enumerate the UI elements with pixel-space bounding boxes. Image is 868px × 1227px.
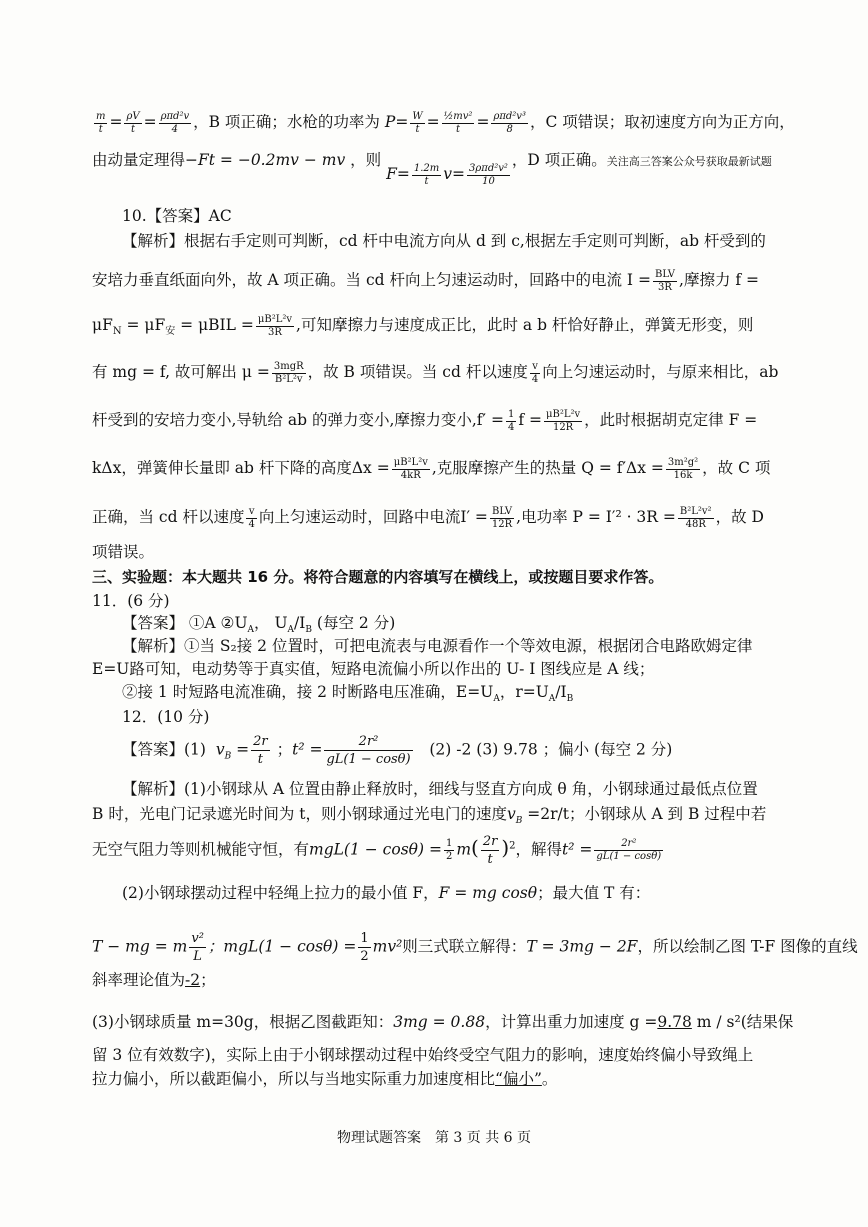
text: 斜率理论值为	[92, 971, 186, 989]
text: 正确，当 cd 杆以速度	[92, 508, 245, 526]
q10-line-5	[92, 408, 757, 434]
text: ，故 B 项错误。当 cd 杆以速度	[307, 363, 528, 381]
num: 2r	[253, 734, 268, 749]
text: 向上匀速运动时，回路中电流I′ =	[258, 508, 488, 526]
q12-answer: 【答案】(1) $v_B$ = $\frac{2r}{t}$ ；t² = $\frac{\text{2r²}}{gL(1 - \cos\theta)}$ (2) -2 (3) 9.78 ；偏小 (每空 2 分)	[122, 734, 673, 767]
equation: T − mg = m	[92, 937, 188, 956]
num: ρπd²v³	[493, 110, 526, 122]
frac	[594, 838, 663, 863]
q12-heading: 12．(10 分)	[122, 708, 210, 726]
watermark-note: 关注高三答案公众号获取最新试题	[606, 155, 772, 168]
frac	[159, 111, 192, 136]
den: 4	[531, 373, 539, 385]
text: 由动量定理得	[92, 151, 186, 169]
den: 4kR	[400, 469, 421, 481]
num: BLV	[490, 506, 514, 519]
frac	[506, 409, 516, 434]
num: 1	[360, 931, 369, 946]
equation: F = mg cosθ	[438, 884, 538, 902]
text: 无空气阻力等则机械能守恒，有	[92, 840, 310, 859]
q12-line-4	[122, 881, 650, 903]
unit: m / s²	[691, 1013, 741, 1031]
num: ρV	[126, 110, 140, 122]
den: 4	[507, 421, 515, 433]
text: = μF	[121, 316, 166, 334]
den: 8	[506, 123, 513, 135]
frac	[358, 930, 370, 965]
text: ，r=U	[499, 683, 549, 701]
text: ,克服摩擦产生的热量 Q = f′Δx =	[431, 459, 664, 477]
num: μB²L²v	[393, 456, 428, 468]
text: ②接 1 时短路电流准确，接 2 时断路电压准确，E=U	[122, 683, 494, 701]
answer-value: -2	[185, 971, 201, 989]
text: =	[231, 740, 250, 759]
den: t	[131, 123, 136, 135]
symbol: v	[215, 740, 225, 759]
text: ，故 C 项	[702, 459, 771, 477]
symbol: t² =	[292, 740, 323, 759]
den: L	[193, 949, 202, 964]
line-2: 由动量定理得−Ft = −0.2mv − mv ，则 F= $\frac{1.2m}{t}$ v= $\frac{\text{3ρπd²v²}}{10}$ ，D 项正确。关注高三答案公众号获取最新试题	[92, 151, 772, 187]
text: /I	[294, 614, 306, 632]
num: 2r²	[594, 838, 663, 851]
den: 3R	[658, 281, 672, 293]
num: BLV	[654, 268, 676, 280]
text: ；	[200, 971, 216, 989]
frac	[442, 111, 475, 136]
num: 3ρπd²v²	[469, 162, 508, 174]
q12-line-5	[92, 930, 858, 965]
text: (每空 2 分)	[312, 614, 396, 632]
q10-line-6	[92, 456, 770, 482]
text: ，此时根据胡克定律 F =	[584, 411, 758, 429]
den: 12R	[552, 421, 574, 433]
text: ,摩擦力 f =	[679, 271, 760, 289]
num: v²	[191, 931, 204, 946]
text: 向上匀速运动时，与原来相比，ab	[542, 363, 779, 381]
frac	[256, 314, 294, 339]
text: ，D 项正确。	[511, 151, 607, 169]
num: 3m²g²	[667, 456, 699, 468]
text: (2)小钢球摆动过程中轻绳上拉力的最小值 F，	[122, 884, 439, 902]
q12-line-7	[92, 1010, 793, 1032]
text: 则三式联立解得：	[402, 937, 527, 956]
symbol: P	[384, 113, 396, 131]
answer-value: 9.78	[657, 1013, 692, 1031]
text: =2r/t；小钢球从 A 到 B 过程中若	[522, 805, 767, 823]
den: 4	[248, 518, 255, 530]
num: μB²L²v	[546, 408, 581, 420]
q10-line-3: $\mu F_N = \mu F_安 = \mu BIL$ = $\frac{\text{μB²L²v}}{3R}$ ,可知摩擦力与速度成正比，此时 a b 杆恰好静止，弹簧无形变，则	[92, 313, 754, 338]
text: μF	[92, 316, 113, 334]
frac	[272, 361, 306, 386]
text: 拉力偏小，所以截距偏小，所以与当地实际重力加速度相比	[92, 1070, 496, 1088]
num: 2r²	[324, 733, 412, 751]
num: v	[530, 361, 540, 374]
num: ρπd²v	[160, 110, 190, 122]
section-heading: 三、实验题：本大题共 16 分。将符合题意的内容填写在横线上，或按题目要求作答。	[92, 568, 664, 586]
q10-answer: 10.【答案】AC	[122, 207, 232, 225]
q12-line-6	[92, 968, 216, 990]
text: ,可知摩擦力与速度成正比，此时 a b 杆恰好静止，弹簧无形变，则	[296, 316, 754, 334]
text: ，C 项错误；取初速度方向为正方向，	[529, 113, 795, 131]
text: ，所以绘制乙图 T-F 图像的直线	[637, 937, 858, 956]
frac	[94, 111, 107, 136]
den: gL(1 − cosθ)	[326, 752, 411, 767]
num: m	[96, 110, 106, 122]
symbol: v	[506, 805, 516, 823]
den: t	[257, 752, 263, 767]
frac	[491, 111, 528, 136]
text: 。	[541, 1070, 558, 1088]
q11-answer: 【答案】 ①A $②U_A$， $U_A/I_B$ (每空 2 分)	[122, 614, 396, 636]
frac	[490, 506, 514, 531]
q12-line-8: 留 3 位有效数字)，实际上由于小钢球摆动过程中始终受空气阻力的影响，速度始终偏小导致绳上	[92, 1046, 754, 1064]
q11-heading: 11．(6 分)	[92, 592, 170, 610]
q11-line-2: E=U路可知，电动势等于真实值，短路电流偏小所以作出的 U- I 图线应是 A 线；	[92, 660, 655, 678]
den: 48R	[685, 518, 706, 530]
frac	[412, 163, 441, 188]
den: t	[424, 175, 429, 187]
q12-line-1: 【解析】(1)小钢球从 A 位置由静止释放时，细线与竖直方向成 θ 角，小钢球通过最低点位置	[122, 780, 758, 798]
frac	[444, 838, 454, 863]
den: 10	[482, 175, 495, 187]
text: ,电功率 P = I′² · 3R =	[516, 508, 676, 526]
den: t	[98, 123, 103, 135]
q12-line-9	[92, 1067, 557, 1089]
q12-line-3: 无空气阻力等则机械能守恒，有mgL(1 − cosθ) = $\frac{1}{2}$ m( $\frac{2r}{t}$ )$^2$，解得t² = $\frac{\text{2r²}}{gL(1 - \cos\theta)}$	[92, 834, 662, 867]
text: f =	[518, 411, 543, 429]
text: (结果保	[740, 1013, 794, 1031]
den: 16k	[673, 469, 693, 481]
den: t	[456, 123, 461, 135]
q10-line-7	[92, 505, 764, 531]
line-1: $\frac{m}{t}$ = $\frac{\rho V}{t}$ = $\frac{\text{ρπd²v}}{4}$ ，B 项正确；水枪的功率为 P= $\frac{W}{t}$ = $\frac{\text{½mv²}}{t}$ = $\frac{\text{ρπd²v³}}{8}$ ，C 项错误；取初速度方向为正方向，	[96, 110, 795, 135]
den: gL(1 − cosθ)	[596, 851, 662, 862]
page-footer: 物理试题答案 第 3 页 共 6 页	[336, 1130, 532, 1146]
equation: mv²	[372, 937, 403, 956]
text: ， U	[254, 614, 288, 632]
text: 有 mg = f, 故可解出 μ =	[92, 363, 270, 381]
text: ，解得	[515, 840, 563, 859]
text: 【答案】 ①A ②U	[122, 614, 248, 632]
num: 1	[507, 408, 515, 420]
text: 安培力垂直纸面向外，故 A 项正确。当 cd 杆向上匀速运动时，回路中的电流 I =	[92, 271, 651, 289]
frac	[666, 457, 700, 482]
q10-line-2	[92, 268, 759, 294]
den: t	[487, 852, 493, 867]
frac	[189, 930, 206, 965]
frac	[410, 111, 424, 136]
den: B²L²v	[274, 373, 303, 385]
den: 3R	[268, 326, 282, 338]
text: 【答案】(1)	[122, 740, 206, 759]
frac	[530, 361, 540, 386]
den: 2	[360, 949, 369, 964]
equation: T = 3mg − 2F	[526, 937, 638, 956]
symbol: t² =	[562, 840, 593, 859]
num: W	[412, 110, 423, 122]
frac	[246, 506, 256, 531]
answer-value: “偏小”	[495, 1070, 542, 1088]
num: 3mgR	[273, 360, 304, 372]
q10-line-1: 【解析】根据右手定则可判断，cd 杆中电流方向从 d 到 c,根据左手定则可判断，ab 杆受到的	[122, 232, 766, 250]
text: /I	[555, 683, 567, 701]
q10-line-8: 项错误。	[92, 543, 155, 561]
num: 2r	[482, 834, 498, 849]
text: ；最大值 T 有：	[537, 884, 651, 902]
text: B 时，光电门记录遮光时间为 t，则小钢球通过光电门的速度	[92, 805, 507, 823]
frac	[324, 733, 412, 768]
frac	[481, 833, 500, 868]
text: = μBIL =	[175, 316, 254, 334]
equation: ；mgL(1 − cosθ) =	[207, 937, 357, 956]
equation: mgL(1 − cosθ) =	[309, 840, 442, 859]
num: μB²L²v	[257, 313, 293, 325]
frac	[544, 409, 582, 434]
num: B²L²v²	[679, 505, 712, 517]
text: ，B 项正确；水枪的功率为	[193, 113, 380, 131]
frac	[678, 506, 714, 531]
frac	[467, 163, 510, 188]
den: 4	[171, 123, 179, 135]
den: 12R	[491, 518, 513, 530]
frac	[124, 111, 141, 136]
num: 1	[445, 838, 453, 849]
num: ½mv²	[443, 110, 473, 122]
text: (2) -2 (3) 9.78 ；偏小 (每空 2 分)	[429, 740, 673, 759]
den: t	[415, 123, 420, 135]
den: 2	[445, 851, 453, 862]
frac	[392, 457, 430, 482]
frac	[251, 733, 270, 768]
equation: −Ft = −0.2mv − mv	[185, 151, 346, 169]
frac	[653, 269, 677, 294]
text: kΔx，弹簧伸长量即 ab 杆下降的高度Δx =	[92, 459, 390, 477]
text: ，故 D	[715, 508, 764, 526]
text: ，则	[350, 151, 382, 169]
text: ，计算出重力加速度 g =	[485, 1013, 658, 1031]
equation: 3mg = 0.88	[393, 1013, 486, 1031]
symbol: m	[456, 840, 472, 859]
q11-line-3: ②接 1 时短路电流准确，接 2 时断路电压准确，$E=U_A$，$r=U_A/I_B$	[122, 683, 574, 705]
num: 1.2m	[413, 162, 440, 174]
text: (3)小钢球质量 m=30g，根据乙图截距知：	[92, 1013, 394, 1031]
num: v	[246, 506, 256, 519]
q10-line-4	[92, 360, 778, 386]
q11-line-1: 【解析】①当 S₂接 2 位置时，可把电流表与电源看作一个等效电源，根据闭合电路欧姆定律	[122, 637, 753, 655]
symbol: F	[386, 165, 397, 183]
q12-line-2: B 时，光电门记录遮光时间为 t，则小钢球通过光电门的速度$v_B =2r/t$；小钢球从 A 到 B 过程中若	[92, 805, 767, 827]
text: 杆受到的安培力变小,导轨给 ab 的弹力变小,摩擦力变小,f′ =	[92, 411, 504, 429]
text: ；	[276, 740, 293, 759]
